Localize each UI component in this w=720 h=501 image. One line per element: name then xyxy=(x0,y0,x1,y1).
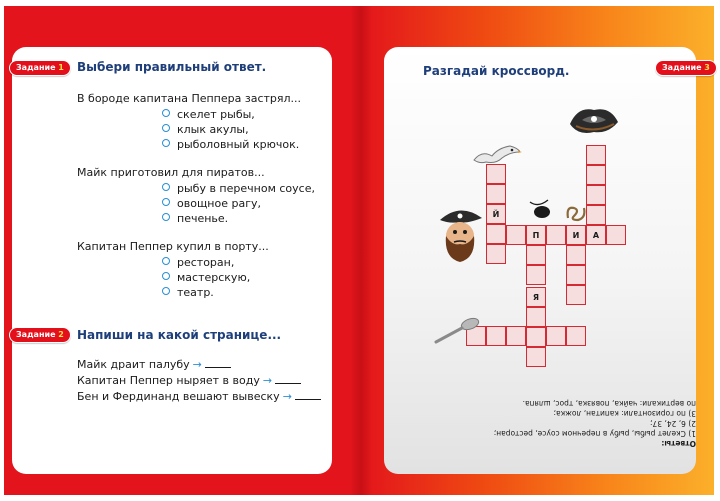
crossword-cell[interactable] xyxy=(606,225,626,245)
answers-line-4: по вертикали: чайка, повязка, трос, шляпа. xyxy=(522,399,696,408)
crossword-cell[interactable] xyxy=(586,205,606,225)
task1-badge-number: 1 xyxy=(58,63,64,72)
book-spine xyxy=(350,6,372,495)
page-line-3: Бен и Фердинанд вешают вывеску → xyxy=(77,390,321,403)
question-3-option-3[interactable]: театр. xyxy=(162,286,214,299)
crossword-cell[interactable] xyxy=(546,225,566,245)
task3-badge-number: 3 xyxy=(704,63,710,72)
answers-line-1: 1) Скелет рыбы, рыбу в перечном соусе, ресторан; xyxy=(493,429,696,438)
radio-circle-icon xyxy=(162,124,170,132)
radio-circle-icon xyxy=(162,109,170,117)
crossword-cell[interactable] xyxy=(486,184,506,204)
crossword-cell[interactable] xyxy=(526,347,546,367)
crossword-cell[interactable] xyxy=(506,225,526,245)
task2-badge-word: Задание xyxy=(16,330,56,339)
radio-circle-icon xyxy=(162,287,170,295)
arrow-right-icon: → xyxy=(192,358,202,371)
crossword-cell[interactable] xyxy=(566,245,586,265)
task3-title: Разгадай кроссворд. xyxy=(423,64,570,78)
task1-title: Выбери правильный ответ. xyxy=(77,60,267,74)
crossword-cell[interactable] xyxy=(586,165,606,185)
task2-badge-number: 2 xyxy=(58,330,64,339)
answer-blank-3[interactable] xyxy=(295,390,321,400)
seagull-icon xyxy=(472,142,522,168)
radio-circle-icon xyxy=(162,257,170,265)
question-1-option-2[interactable]: клык акулы, xyxy=(162,123,249,136)
radio-circle-icon xyxy=(162,272,170,280)
arrow-right-icon: → xyxy=(262,374,273,387)
crossword-cell[interactable]: П xyxy=(526,225,546,245)
page-line-2: Капитан Пеппер ныряет в воду → xyxy=(77,374,301,387)
radio-circle-icon xyxy=(162,198,170,206)
crossword-cell[interactable] xyxy=(566,285,586,305)
question-2-option-2[interactable]: овощное рагу, xyxy=(162,197,261,210)
crossword-cell[interactable]: Й xyxy=(486,204,506,224)
question-2-option-1[interactable]: рыбу в перечном соусе, xyxy=(162,182,315,195)
crossword-cell[interactable] xyxy=(486,244,506,264)
crossword-cell[interactable] xyxy=(526,307,546,327)
task3-badge-word: Задание xyxy=(662,63,702,72)
question-2-option-3[interactable]: печенье. xyxy=(162,212,228,225)
arrow-right-icon: → xyxy=(282,390,292,403)
question-1-option-1[interactable]: скелет рыбы, xyxy=(162,108,255,121)
answer-blank-1[interactable] xyxy=(205,358,231,368)
crossword-cell[interactable] xyxy=(566,265,586,285)
rope-icon xyxy=(564,200,588,224)
task3-badge xyxy=(655,60,717,76)
task1-badge xyxy=(9,60,71,76)
crossword-cell[interactable] xyxy=(486,224,506,244)
radio-circle-icon xyxy=(162,139,170,147)
question-3-option-2[interactable]: мастерскую, xyxy=(162,271,250,284)
crossword-cell[interactable] xyxy=(566,326,586,346)
answers-block xyxy=(446,388,696,448)
crossword-cell[interactable] xyxy=(486,326,506,346)
answer-blank-2[interactable] xyxy=(275,374,301,384)
crossword-cell[interactable]: А xyxy=(586,225,606,245)
task1-badge-word: Задание xyxy=(16,63,56,72)
question-1-option-3[interactable]: рыболовный крючок. xyxy=(162,138,299,151)
crossword-cell[interactable] xyxy=(526,265,546,285)
radio-circle-icon xyxy=(162,213,170,221)
crossword-cell[interactable] xyxy=(546,326,566,346)
question-3-option-1[interactable]: ресторан, xyxy=(162,256,234,269)
pirate-head-icon xyxy=(436,206,484,264)
crossword-cell[interactable]: И xyxy=(566,225,586,245)
question-3: Капитан Пеппер купил в порту... xyxy=(77,240,269,253)
crossword-cell[interactable] xyxy=(526,245,546,265)
eyepatch-icon xyxy=(528,198,552,220)
crossword-cell[interactable] xyxy=(586,145,606,165)
radio-circle-icon xyxy=(162,183,170,191)
task2-badge xyxy=(9,327,71,343)
answers-title: Ответы: xyxy=(661,439,696,448)
crossword-cell[interactable] xyxy=(586,185,606,205)
crossword-cell[interactable] xyxy=(506,326,526,346)
crossword-cell[interactable] xyxy=(526,327,546,347)
hat-icon xyxy=(568,104,620,138)
answers-line-3: 3) по горизонтали: капитан, ложка; xyxy=(553,409,696,418)
page-line-1: Майк драит палубу → xyxy=(77,358,231,371)
crossword-cell[interactable]: Я xyxy=(526,287,546,307)
answers-line-2: 2) 6, 24, 37; xyxy=(649,419,696,428)
question-2: Майк приготовил для пиратов... xyxy=(77,166,265,179)
question-1: В бороде капитана Пеппера застрял... xyxy=(77,92,302,105)
task2-title: Напиши на какой странице... xyxy=(77,328,282,342)
spoon-icon xyxy=(432,316,480,346)
